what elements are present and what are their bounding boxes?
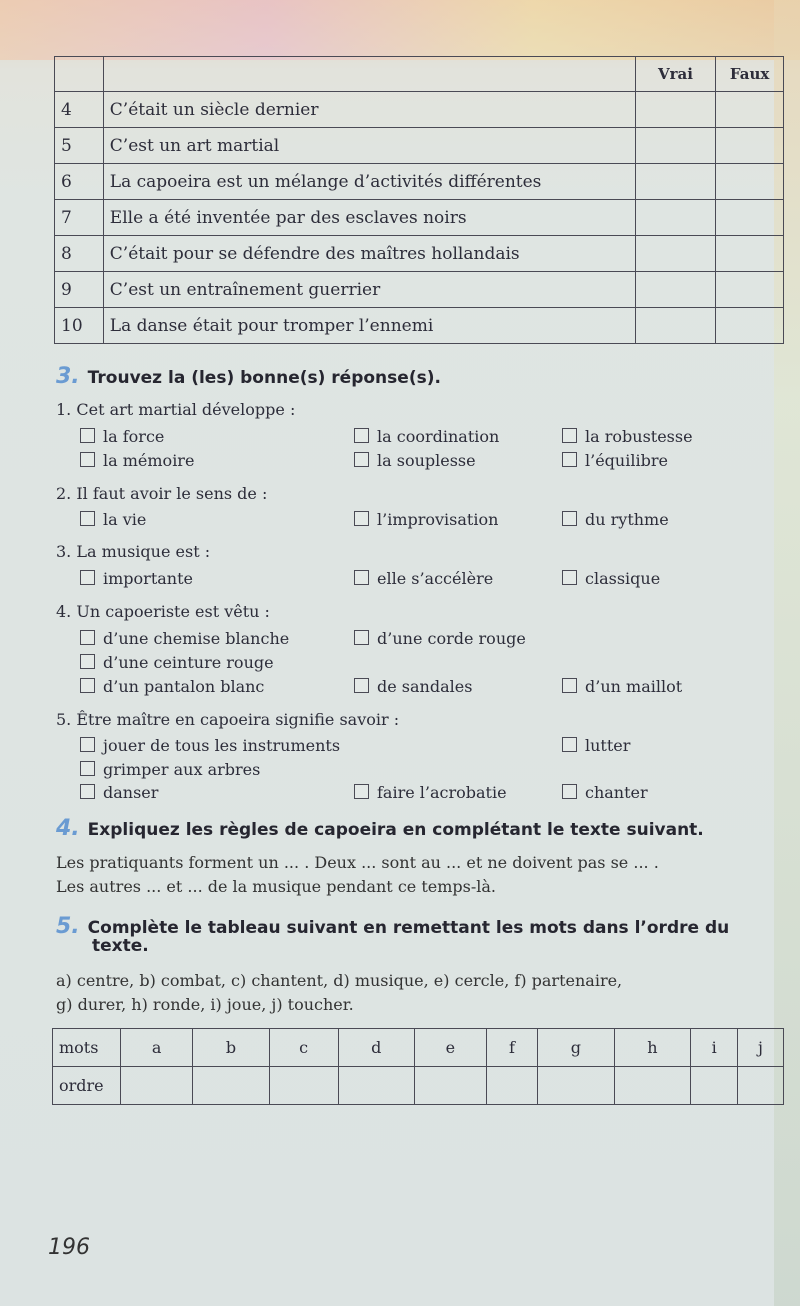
option-label: du rythme	[585, 510, 669, 529]
letter-cell: d	[338, 1029, 414, 1067]
letter-cell: a	[121, 1029, 193, 1067]
option-checkbox[interactable]	[562, 677, 682, 696]
option-label: classique	[585, 569, 661, 588]
table-row	[55, 164, 784, 200]
checkbox-icon[interactable]	[354, 570, 369, 585]
order-cell[interactable]	[691, 1067, 738, 1105]
checkbox-icon[interactable]	[80, 428, 95, 443]
vrai-cell[interactable]	[635, 164, 716, 200]
faux-cell[interactable]	[716, 92, 784, 128]
vrai-cell[interactable]	[635, 92, 716, 128]
option-label: elle s’accélère	[377, 569, 494, 588]
row-number: 4	[55, 92, 104, 128]
true-false-table	[54, 56, 784, 344]
checkbox-icon[interactable]	[354, 630, 369, 645]
option-label: la souplesse	[377, 451, 476, 470]
order-cell[interactable]	[414, 1067, 486, 1105]
option-label: la coordination	[377, 427, 500, 446]
checkbox-icon[interactable]	[562, 737, 577, 752]
checkbox-icon[interactable]	[80, 452, 95, 467]
exercise-5-text: Complète le tableau suivant en remettant les mots dans l’ordre du	[87, 918, 730, 938]
option-checkbox[interactable]	[562, 736, 630, 755]
exercise-5-number: 5.	[56, 914, 80, 939]
table-row	[55, 236, 784, 272]
option-label: faire l’acrobatie	[377, 783, 507, 802]
order-cell[interactable]	[193, 1067, 269, 1105]
fill-in-text-line-2: Les autres ... et ... de la musique pendant ce temps-là.	[56, 877, 496, 896]
letter-cell: f	[486, 1029, 537, 1067]
checkbox-icon[interactable]	[354, 678, 369, 693]
option-label: grimper aux arbres	[103, 760, 261, 779]
checkbox-icon[interactable]	[80, 737, 95, 752]
checkbox-icon[interactable]	[80, 654, 95, 669]
option-label: la mémoire	[103, 451, 195, 470]
option-checkbox[interactable]	[80, 783, 158, 802]
order-cell[interactable]	[121, 1067, 193, 1105]
header-empty-num	[55, 57, 104, 92]
option-label: d’un pantalon blanc	[103, 677, 265, 696]
option-checkbox[interactable]	[562, 569, 660, 588]
vrai-cell[interactable]	[635, 272, 716, 308]
checkbox-icon[interactable]	[80, 678, 95, 693]
option-checkbox[interactable]	[80, 451, 194, 470]
table-row	[55, 308, 784, 344]
row-label-mots: mots	[53, 1029, 121, 1067]
option-label: la robustesse	[585, 427, 693, 446]
row-statement: La capoeira est un mélange d’activités différentes	[103, 164, 635, 200]
question-2: 2. Il faut avoir le sens de :	[56, 484, 268, 503]
letter-cell: c	[269, 1029, 338, 1067]
option-checkbox[interactable]	[80, 569, 193, 588]
letter-cell: i	[691, 1029, 738, 1067]
fill-in-text-line-1: Les pratiquants forment un ... . Deux ... sont au ... et ne doivent pas se ... .	[56, 853, 659, 872]
letter-cell: j	[738, 1029, 784, 1067]
row-number: 6	[55, 164, 104, 200]
option-label: danser	[103, 783, 159, 802]
checkbox-icon[interactable]	[562, 511, 577, 526]
order-cell[interactable]	[486, 1067, 537, 1105]
checkbox-icon[interactable]	[562, 678, 577, 693]
checkbox-icon[interactable]	[80, 511, 95, 526]
row-number: 9	[55, 272, 104, 308]
page-number: 196	[48, 1235, 90, 1260]
option-label: importante	[103, 569, 193, 588]
faux-cell[interactable]	[716, 164, 784, 200]
word-list-line-1: a) centre, b) combat, c) chantent, d) musique, e) cercle, f) partenaire,	[56, 971, 623, 990]
option-checkbox[interactable]	[562, 451, 668, 470]
option-checkbox[interactable]	[354, 783, 507, 802]
faux-cell[interactable]	[716, 200, 784, 236]
option-label: l’équilibre	[585, 451, 668, 470]
option-checkbox[interactable]	[354, 629, 526, 648]
option-checkbox[interactable]	[562, 510, 669, 529]
option-checkbox[interactable]	[80, 677, 264, 696]
option-checkbox[interactable]	[80, 510, 146, 529]
row-statement: C’était un siècle dernier	[103, 92, 635, 128]
option-checkbox[interactable]	[80, 629, 289, 648]
row-number: 8	[55, 236, 104, 272]
checkbox-icon[interactable]	[354, 511, 369, 526]
option-checkbox[interactable]	[80, 653, 274, 672]
option-checkbox[interactable]	[562, 427, 693, 446]
exercise-5-title-cont: texte.	[92, 936, 149, 956]
option-label: d’une chemise blanche	[103, 629, 290, 648]
option-label: l’improvisation	[377, 510, 499, 529]
option-label: lutter	[585, 736, 631, 755]
question-4: 4. Un capoeriste est vêtu :	[56, 602, 270, 621]
exercise-4-text: Expliquez les règles de capoeira en complétant le texte suivant.	[87, 820, 704, 840]
row-statement: Elle a été inventée par des esclaves noirs	[103, 200, 635, 236]
order-cell[interactable]	[338, 1067, 414, 1105]
checkbox-icon[interactable]	[562, 428, 577, 443]
exercise-3-number: 3.	[56, 364, 80, 389]
option-checkbox[interactable]	[80, 760, 260, 779]
letter-cell: b	[193, 1029, 269, 1067]
option-checkbox[interactable]	[80, 427, 164, 446]
faux-cell[interactable]	[716, 236, 784, 272]
faux-cell[interactable]	[716, 272, 784, 308]
checkbox-icon[interactable]	[80, 570, 95, 585]
exercise-5-title	[56, 914, 729, 939]
row-statement: La danse était pour tromper l’ennemi	[103, 308, 635, 344]
header-empty-statement	[103, 57, 635, 92]
option-label: chanter	[585, 783, 648, 802]
option-checkbox[interactable]	[354, 677, 472, 696]
vrai-cell[interactable]	[635, 128, 716, 164]
vrai-cell[interactable]	[635, 308, 716, 344]
option-label: d’un maillot	[585, 677, 683, 696]
checkbox-icon[interactable]	[354, 428, 369, 443]
checkbox-icon[interactable]	[562, 452, 577, 467]
checkbox-icon[interactable]	[562, 784, 577, 799]
faux-cell[interactable]	[716, 308, 784, 344]
option-checkbox[interactable]	[562, 783, 648, 802]
order-cell[interactable]	[738, 1067, 784, 1105]
row-statement: C’est un art martial	[103, 128, 635, 164]
table-row	[55, 272, 784, 308]
row-statement: C’était pour se défendre des maîtres hollandais	[103, 236, 635, 272]
question-3: 3. La musique est :	[56, 542, 211, 561]
row-number: 7	[55, 200, 104, 236]
option-checkbox[interactable]	[354, 569, 493, 588]
order-table	[52, 1028, 784, 1105]
table-row	[53, 1029, 784, 1067]
option-checkbox[interactable]	[354, 451, 476, 470]
option-checkbox[interactable]	[354, 427, 499, 446]
faux-cell[interactable]	[716, 128, 784, 164]
table-header-row	[55, 57, 784, 92]
order-cell[interactable]	[269, 1067, 338, 1105]
checkbox-icon[interactable]	[80, 761, 95, 776]
question-1: 1. Cet art martial développe :	[56, 400, 296, 419]
exercise-3-title	[56, 364, 441, 389]
vrai-cell[interactable]	[635, 236, 716, 272]
exercise-3-text: Trouvez la (les) bonne(s) réponse(s).	[87, 368, 441, 388]
exercise-4-number: 4.	[56, 816, 80, 841]
table-row	[53, 1067, 784, 1105]
checkbox-icon[interactable]	[80, 784, 95, 799]
header-faux: Faux	[716, 57, 784, 92]
row-number: 10	[55, 308, 104, 344]
exercise-4-title	[56, 816, 704, 841]
option-label: d’une ceinture rouge	[103, 653, 274, 672]
order-cell[interactable]	[614, 1067, 691, 1105]
table-row	[55, 92, 784, 128]
option-label: jouer de tous les instruments	[103, 736, 341, 755]
option-label: la force	[103, 427, 165, 446]
top-decoration	[0, 0, 800, 60]
option-checkbox[interactable]	[354, 510, 498, 529]
checkbox-icon[interactable]	[80, 630, 95, 645]
order-cell[interactable]	[538, 1067, 614, 1105]
table-row	[55, 128, 784, 164]
letter-cell: g	[538, 1029, 614, 1067]
header-vrai: Vrai	[635, 57, 716, 92]
question-5: 5. Être maître en capoeira signifie savoir :	[56, 710, 400, 729]
option-label: la vie	[103, 510, 147, 529]
vrai-cell[interactable]	[635, 200, 716, 236]
letter-cell: e	[414, 1029, 486, 1067]
checkbox-icon[interactable]	[354, 784, 369, 799]
option-label: de sandales	[377, 677, 473, 696]
row-number: 5	[55, 128, 104, 164]
option-checkbox[interactable]	[80, 736, 340, 755]
option-label: d’une corde rouge	[377, 629, 526, 648]
checkbox-icon[interactable]	[562, 570, 577, 585]
letter-cell: h	[614, 1029, 691, 1067]
table-row	[55, 200, 784, 236]
row-label-ordre: ordre	[53, 1067, 121, 1105]
row-statement: C’est un entraînement guerrier	[103, 272, 635, 308]
checkbox-icon[interactable]	[354, 452, 369, 467]
word-list-line-2: g) durer, h) ronde, i) joue, j) toucher.	[56, 995, 354, 1014]
